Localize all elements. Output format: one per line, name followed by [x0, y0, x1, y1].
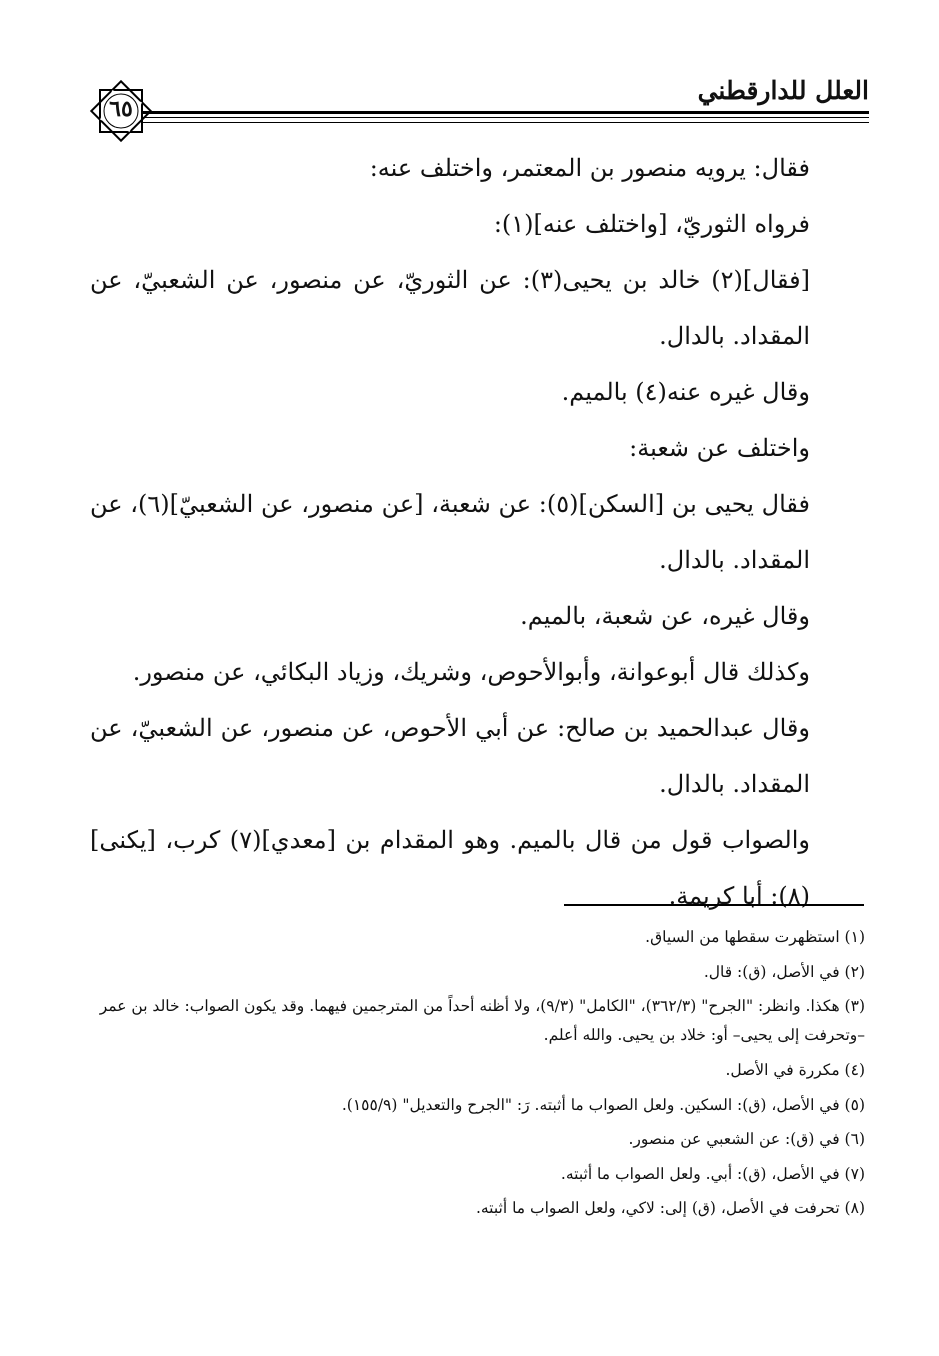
footnote: (٧) في الأصل، (ق): أبي. ولعل الصواب ما أثبته. — [560, 1164, 865, 1183]
paragraph: فقال يحيى بن [السكن](٥): عن شعبة، [عن منصور، عن الشعبيّ](٦)، عن المقداد. بالدال. — [90, 490, 810, 574]
footnotes — [90, 920, 865, 1226]
footnote-separator — [564, 904, 864, 906]
page-number: ٦٥ — [109, 96, 133, 122]
footnote: (٨) تحرفت في الأصل، (ق) إلى: لاكي، ولعل الصواب ما أثبته. — [475, 1199, 865, 1217]
paragraph: وقال غيره، عن شعبة، بالميم. — [520, 602, 810, 630]
footnote: (٦) في (ق): عن الشعبي عن منصور. — [628, 1130, 865, 1148]
paragraph: [فقال](٢) خالد بن يحيى(٣): عن الثوريّ، عن منصور، عن الشعبيّ، عن المقداد. بالدال. — [90, 266, 810, 350]
header-rule — [140, 117, 869, 118]
main-text — [90, 140, 870, 924]
paragraph: وقال عبدالحميد بن صالح: عن أبي الأحوص، عن منصور، عن الشعبيّ، عن المقداد. بالدال. — [90, 714, 810, 798]
footnote: (٣) هكذا. وانظر: "الجرح" (٣٦٢/٣)، "الكامل" (٩/٣)، ولا أظنه أحداً من المترجمين فيهما. وقد يكون الصواب: خالد بن عمر –وتحرفت إلى يحيى– أو: خلاد بن يحيى. والله أعلم. — [99, 997, 865, 1044]
paragraph: فرواه الثوريّ، [واختلف عنه](١): — [493, 210, 810, 238]
running-header-title: العلل للدارقطني — [697, 76, 869, 105]
footnote: (٢) في الأصل، (ق): قال. — [703, 962, 865, 981]
header-rule — [140, 111, 869, 114]
paragraph: وقال غيره عنه(٤) بالميم. — [561, 378, 810, 406]
paragraph: واختلف عن شعبة: — [629, 434, 810, 462]
paragraph: فقال: يرويه منصور بن المعتمر، واختلف عنه: — [369, 154, 810, 182]
footnote: (٤) مكررة في الأصل. — [725, 1061, 865, 1079]
page-number-badge — [86, 76, 156, 146]
header-rule — [140, 122, 869, 123]
paragraph: والصواب قول من قال بالميم. وهو المقدام بن [معدي](٧) كرب، [يكنى](٨): أبا كريمة. — [90, 826, 811, 910]
paragraph: وكذلك قال أبوعوانة، وأبوالأحوص، وشريك، وزياد البكائي، عن منصور. — [132, 658, 810, 686]
footnote: (١) استظهرت سقطها من السياق. — [645, 928, 865, 946]
footnote: (٥) في الأصل، (ق): السكين. ولعل الصواب ما أثبته. رَ: "الجرح والتعديل" (١٥٥/٩). — [341, 1095, 865, 1114]
